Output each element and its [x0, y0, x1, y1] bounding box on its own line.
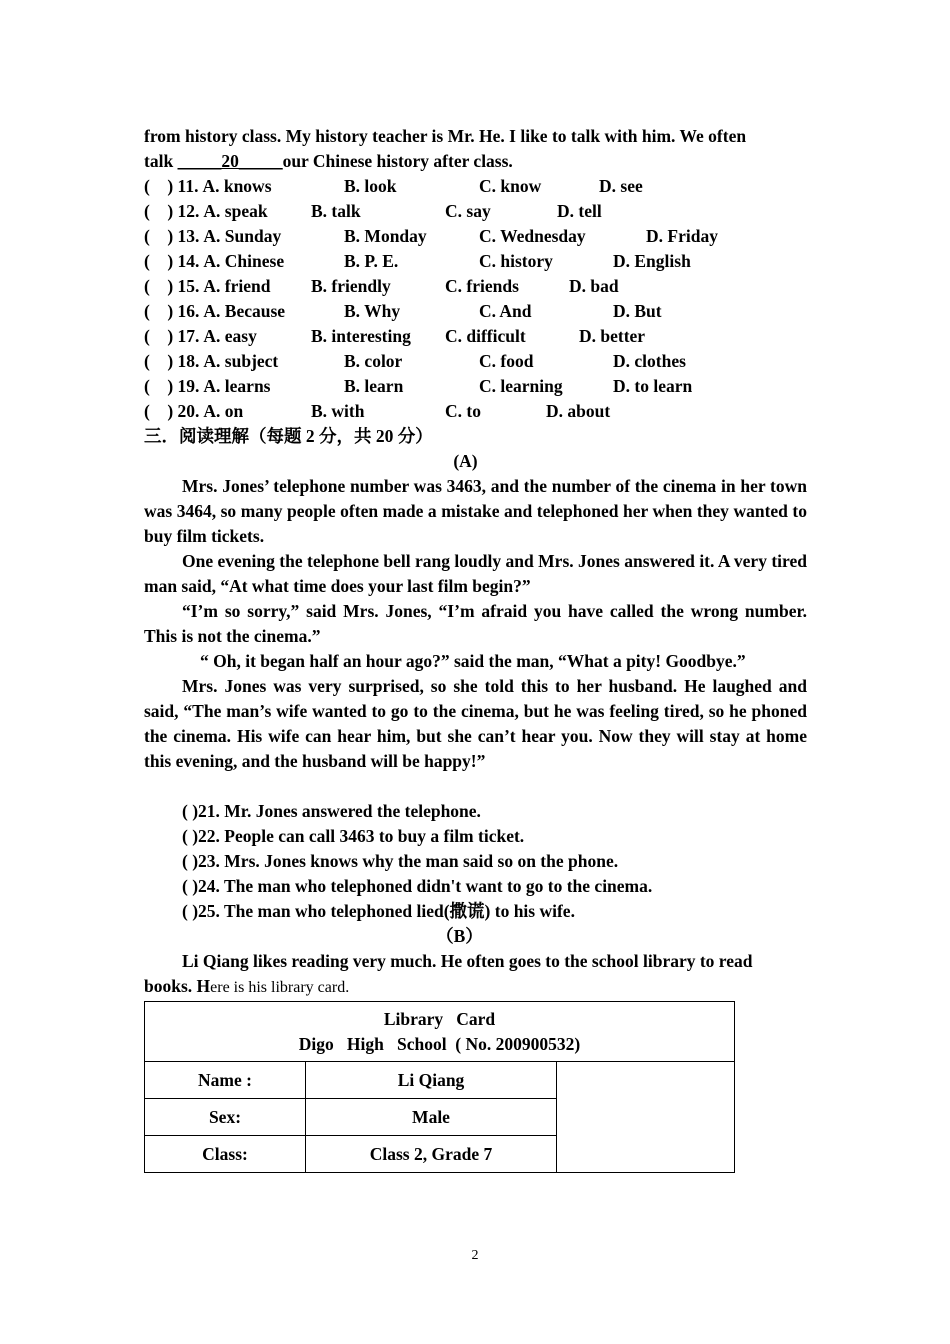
- option-c: C. say: [445, 201, 491, 221]
- question-number: ( ) 13.: [144, 226, 200, 246]
- option-b: B. Why: [344, 301, 401, 321]
- option-a: A. friend: [203, 276, 271, 296]
- passage-a-paragraph: Mrs. Jones’ telephone number was 3463, and the number of the cinema in her town was 3464, so many people often made a mistake and telephoned her when they wanted to buy film tickets.: [144, 476, 807, 546]
- passage-a-label: (A): [453, 451, 478, 471]
- tf-question: ( )22. People can call 3463 to buy a film ticket.: [182, 826, 525, 846]
- passage-a-paragraph: Mrs. Jones was very surprised, so she told this to her husband. He laughed and said, “The man’s wife wanted to go to the cinema, but he was feeling tired, so he phoned the cinema. His wife can hear him, but she can’t hear you. Now they will stay at home this evening, and the husband will be happy!”: [144, 676, 807, 771]
- spacer: [144, 774, 807, 799]
- option-d: D. tell: [557, 201, 602, 221]
- library-card-header: [145, 1002, 735, 1062]
- page-number: 2: [471, 1248, 479, 1263]
- section-3-title: 三．阅读理解（每题 2 分，共 20 分）: [144, 426, 433, 446]
- class-label: Class:: [145, 1136, 306, 1173]
- intro-bold-part: books. H: [144, 976, 211, 996]
- library-card-school: Digo High School ( No. 200900532): [298, 1033, 581, 1054]
- option-d: D. But: [613, 301, 662, 321]
- option-d: D. bad: [569, 276, 619, 296]
- option-d: D. clothes: [613, 351, 686, 371]
- option-a: A. Because: [203, 301, 286, 321]
- question-number: ( ) 20.: [144, 401, 200, 421]
- option-b: B. talk: [311, 201, 361, 221]
- option-c: C. Wednesday: [479, 226, 586, 246]
- cloze-question-row: [144, 399, 807, 424]
- option-b: B. interesting: [311, 326, 411, 346]
- option-d: D. see: [599, 176, 643, 196]
- option-c: C. to: [445, 401, 481, 421]
- option-a: A. Chinese: [203, 251, 285, 271]
- cloze-question-row: [144, 349, 807, 374]
- question-number: ( ) 16.: [144, 301, 200, 321]
- tf-question: ( )24. The man who telephoned didn't want to go to the cinema.: [182, 876, 653, 896]
- passage-end-line-1: from history class. My history teacher is Mr. He. I like to talk with him. We often: [144, 126, 747, 146]
- passage-b-intro-2: [144, 974, 807, 999]
- option-b: B. learn: [344, 376, 404, 396]
- question-number: ( ) 11.: [144, 176, 199, 196]
- option-c: C. learning: [479, 376, 563, 396]
- photo-cell: [557, 1062, 735, 1173]
- name-label: Name :: [145, 1062, 306, 1099]
- option-b: B. friendly: [311, 276, 391, 296]
- passage-a-paragraph: “I’m so sorry,” said Mrs. Jones, “I’m afraid you have called the wrong number. This is not the cinema.”: [144, 601, 807, 646]
- option-c: C. history: [479, 251, 553, 271]
- exam-page: [144, 124, 807, 1173]
- question-number: ( ) 14.: [144, 251, 200, 271]
- passage-b-intro-1: Li Qiang likes reading very much. He often goes to the school library to read: [182, 951, 753, 971]
- cloze-question-row: [144, 374, 807, 399]
- tf-question: ( )23. Mrs. Jones knows why the man said so on the phone.: [182, 851, 619, 871]
- passage-end-line-2: [144, 149, 807, 174]
- cloze-question-row: [144, 199, 807, 224]
- option-a: A. speak: [203, 201, 268, 221]
- library-card-title: Library Card: [383, 1008, 496, 1029]
- tf-question: ( )21. Mr. Jones answered the telephone.: [182, 801, 481, 821]
- option-c: C. difficult: [445, 326, 526, 346]
- option-b: B. color: [344, 351, 403, 371]
- cloze-questions: [144, 174, 807, 424]
- option-d: D. English: [613, 251, 691, 271]
- cloze-question-row: [144, 274, 807, 299]
- intro-normal-part: ere is his library card.: [210, 979, 350, 996]
- option-c: C. food: [479, 351, 534, 371]
- option-c: C. And: [479, 301, 532, 321]
- passage-a-paragraph: “ Oh, it began half an hour ago?” said the man, “What a pity! Goodbye.”: [200, 651, 746, 671]
- option-c: C. know: [479, 176, 542, 196]
- question-number: ( ) 17.: [144, 326, 200, 346]
- sex-value: Male: [306, 1099, 557, 1136]
- option-d: D. to learn: [613, 376, 693, 396]
- option-a: A. subject: [203, 351, 279, 371]
- sex-label: Sex:: [145, 1099, 306, 1136]
- name-value: Li Qiang: [306, 1062, 557, 1099]
- option-d: D. Friday: [646, 226, 718, 246]
- tf-question: ( )25. The man who telephoned lied(撒谎) to his wife.: [182, 901, 575, 921]
- option-d: D. about: [546, 401, 611, 421]
- option-b: B. Monday: [344, 226, 427, 246]
- passage-b-label: （B）: [436, 926, 483, 946]
- cloze-question-row: [144, 174, 807, 199]
- question-number: ( ) 15.: [144, 276, 200, 296]
- option-a: A. easy: [203, 326, 257, 346]
- option-b: B. with: [311, 401, 365, 421]
- cloze-question-row: [144, 324, 807, 349]
- question-number: ( ) 18.: [144, 351, 200, 371]
- option-c: C. friends: [445, 276, 519, 296]
- option-a: A. knows: [202, 176, 272, 196]
- blank-20: _____20_____: [177, 151, 283, 171]
- option-b: B. P. E.: [344, 251, 399, 271]
- line-2-suffix: our Chinese history after class.: [282, 151, 513, 171]
- library-card-table: [144, 1001, 735, 1173]
- option-a: A. Sunday: [203, 226, 282, 246]
- question-number: ( ) 19.: [144, 376, 200, 396]
- line-2-prefix: talk: [144, 151, 178, 171]
- class-value: Class 2, Grade 7: [306, 1136, 557, 1173]
- cloze-question-row: [144, 249, 807, 274]
- option-a: A. on: [203, 401, 244, 421]
- cloze-question-row: [144, 299, 807, 324]
- option-b: B. look: [344, 176, 397, 196]
- question-number: ( ) 12.: [144, 201, 200, 221]
- passage-a-paragraph: One evening the telephone bell rang loudly and Mrs. Jones answered it. A very tired man said, “At what time does your last film begin?”: [144, 551, 807, 596]
- option-d: D. better: [579, 326, 646, 346]
- cloze-question-row: [144, 224, 807, 249]
- option-a: A. learns: [203, 376, 271, 396]
